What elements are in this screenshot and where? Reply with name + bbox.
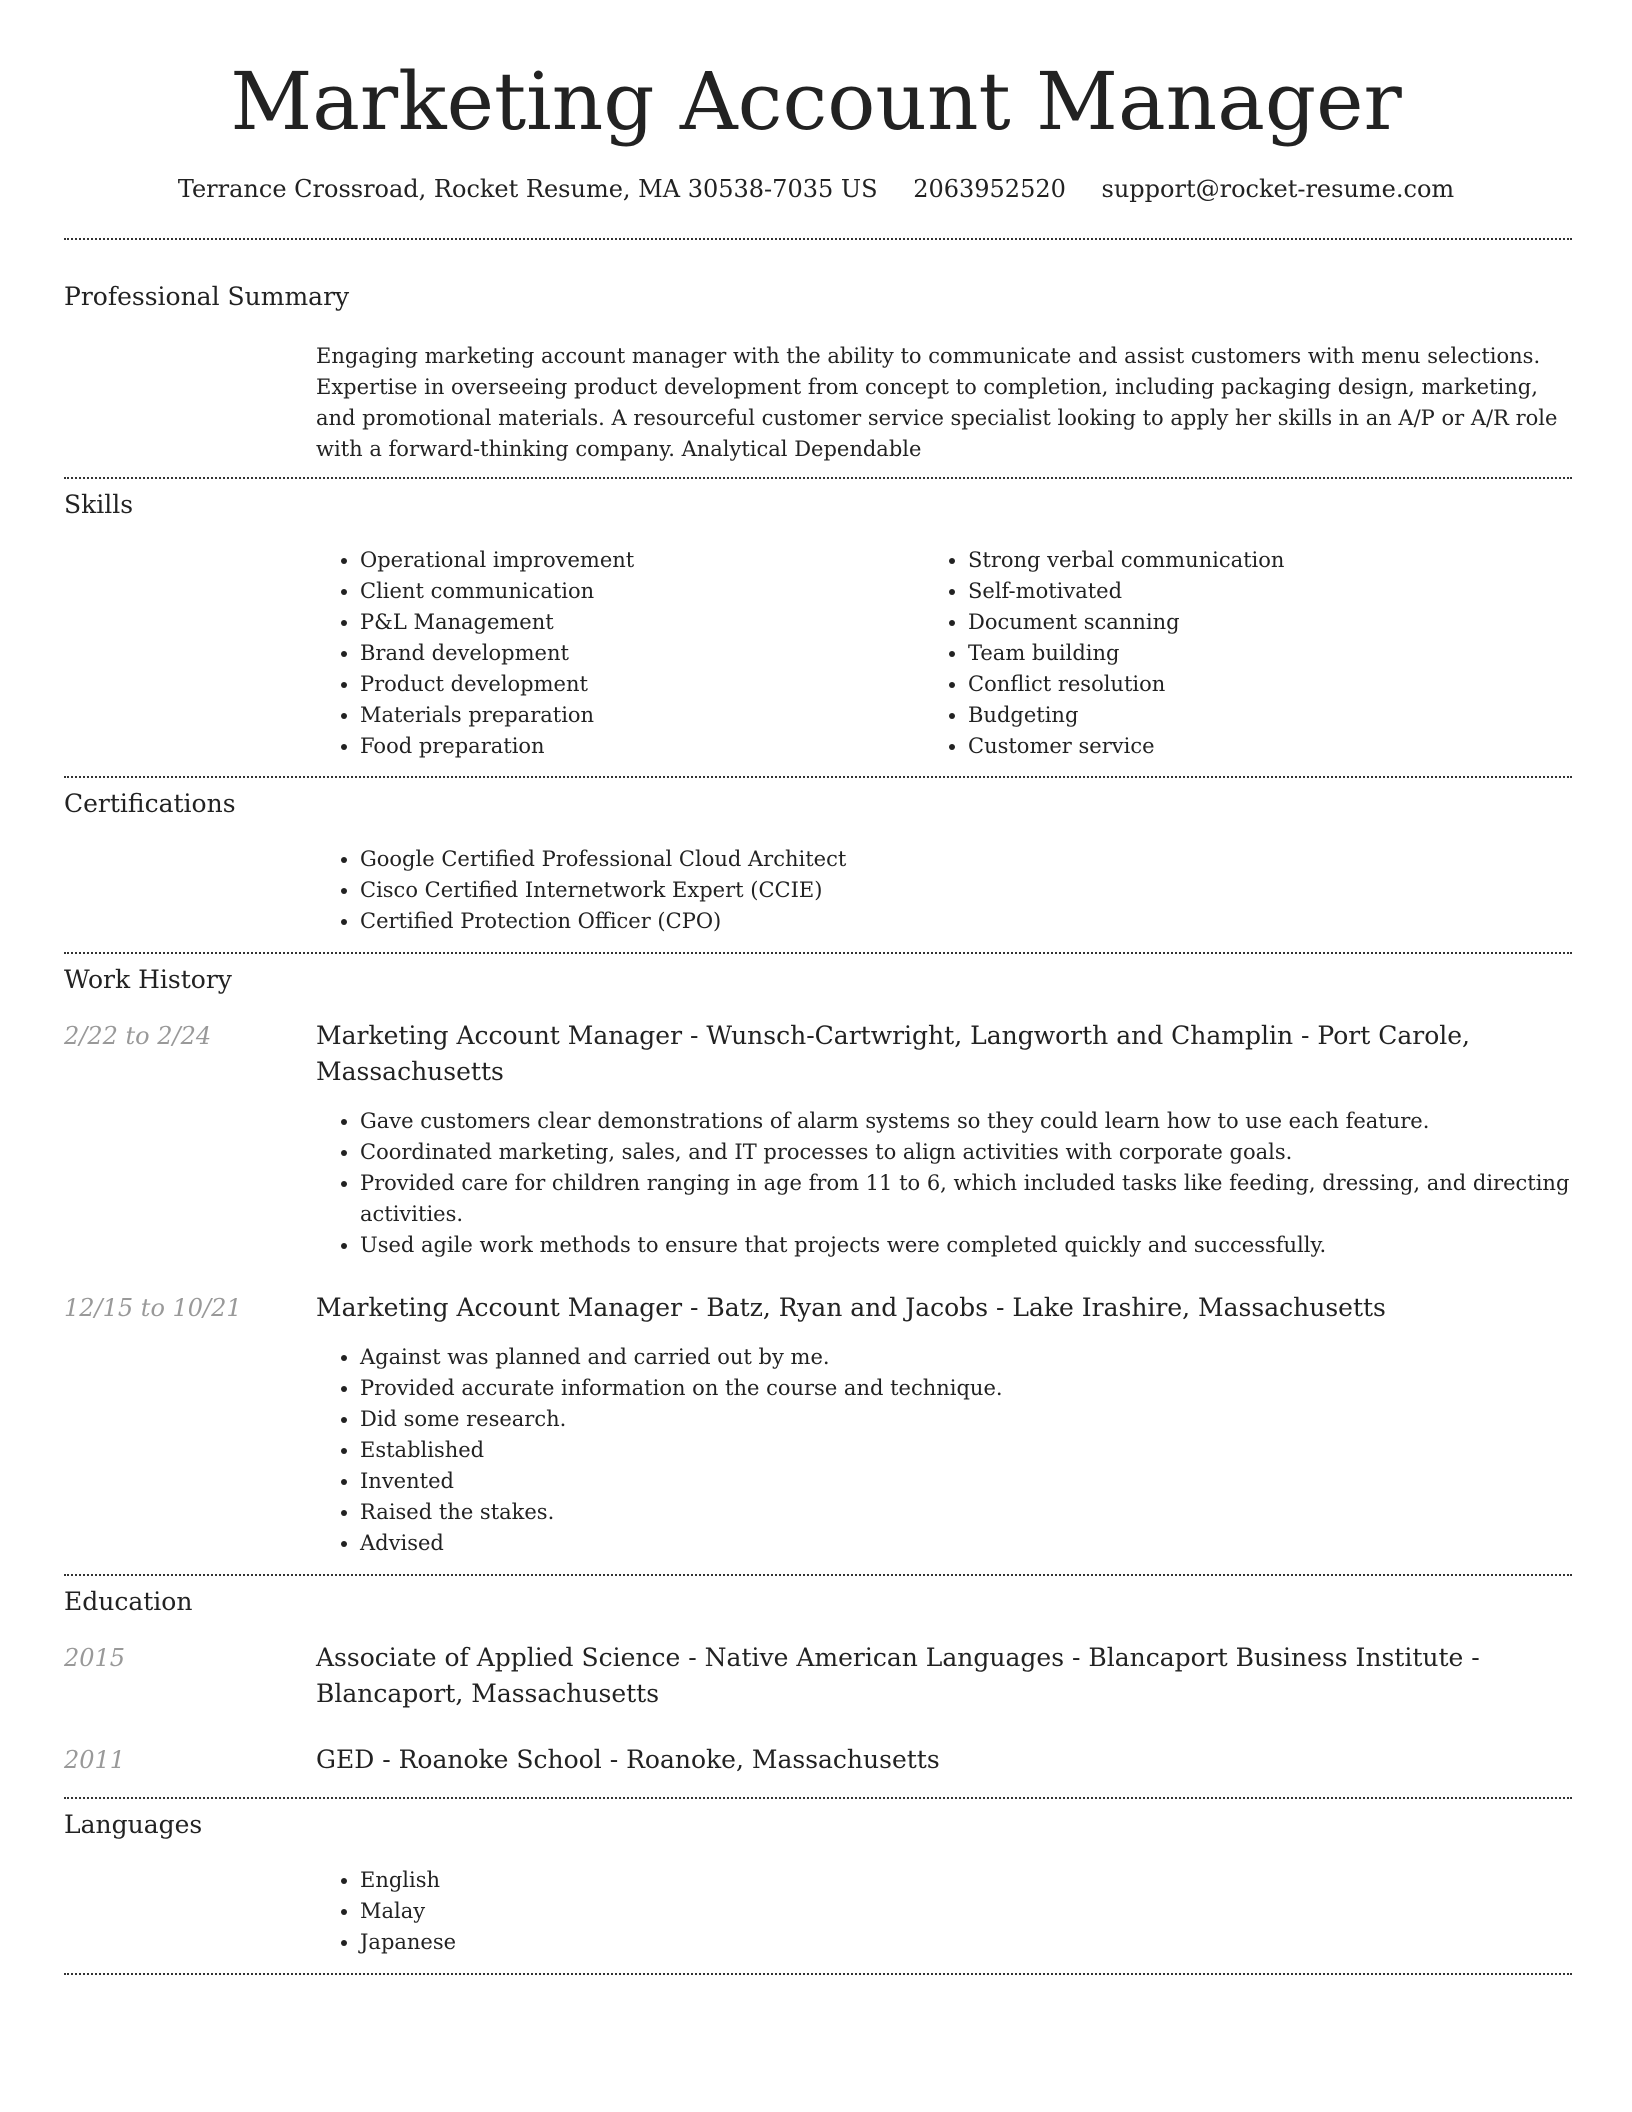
education-school: - Blancaport Business Institute - Blancaport, Massachusetts — [316, 1643, 1480, 1708]
divider — [64, 477, 1572, 479]
job-employer: - Wunsch-Cartwright, Langworth and Champlin - Port Carole, Massachusetts — [316, 1021, 1471, 1086]
section-heading-summary: Professional Summary — [64, 282, 350, 311]
skill-item: • P&L Management — [360, 607, 920, 638]
certification-item: • Certified Protection Officer (CPO) — [360, 906, 1616, 937]
section-heading-skills: Skills — [64, 490, 134, 519]
job-bullet: • Invented — [360, 1466, 1572, 1497]
job-bullets — [316, 1106, 1572, 1261]
education-year: 2015 — [64, 1644, 126, 1672]
job-bullet: • Provided accurate information on the course and technique. — [360, 1373, 1572, 1404]
divider — [64, 1973, 1572, 1975]
skill-item: • Conflict resolution — [968, 669, 1528, 700]
education-entry — [316, 1640, 1572, 1712]
job-employer: - Batz, Ryan and Jacobs - Lake Irashire, Massachusetts — [682, 1293, 1386, 1322]
skills-list-left — [316, 545, 920, 762]
summary-text: Engaging marketing account manager with the ability to communicate and assist customers with menu selections. Expertise in overseeing product development from concept to completion, including packaging design, marketing, and promotional materials. A resourceful customer service specialist looking to apply her skills in an A/P or A/R role with a forward-thinking company. Analytical Dependable — [316, 344, 1558, 461]
contact-line — [0, 172, 1632, 206]
skill-item: • Food preparation — [360, 731, 920, 762]
skill-item: • Budgeting — [968, 700, 1528, 731]
section-heading-work-history: Work History — [64, 965, 232, 994]
contact-email: support@rocket-resume.com — [1101, 175, 1455, 203]
contact-phone: 2063952520 — [913, 175, 1066, 203]
job-dates: 12/15 to 10/21 — [64, 1294, 242, 1322]
skill-item: • Customer service — [968, 731, 1528, 762]
divider — [64, 238, 1572, 240]
contact-address: Terrance Crossroad, Rocket Resume, MA 30538-7035 US — [177, 175, 878, 203]
job-title — [316, 1290, 1572, 1326]
resume-title: Marketing Account Manager — [230, 55, 1402, 148]
divider — [64, 952, 1572, 954]
skill-item: • Materials preparation — [360, 700, 920, 731]
job-bullet: • Coordinated marketing, sales, and IT processes to align activities with corporate goals. — [360, 1137, 1572, 1168]
job-bullet: • Against was planned and carried out by me. — [360, 1342, 1572, 1373]
section-heading-education: Education — [64, 1587, 193, 1616]
job-bullet: • Provided care for children ranging in age from 11 to 6, which included tasks like feeding, dressing, and directing activities. — [360, 1168, 1572, 1230]
education-year: 2011 — [64, 1746, 126, 1774]
skills-list-right — [924, 545, 1528, 762]
skill-item: • Operational improvement — [360, 545, 920, 576]
education-degree: Associate of Applied Science - Native American Languages — [316, 1643, 1065, 1672]
job-bullet: • Did some research. — [360, 1404, 1572, 1435]
language-item: • English — [360, 1865, 1616, 1896]
divider — [64, 1797, 1572, 1799]
language-item: • Japanese — [360, 1927, 1616, 1958]
skill-item: • Document scanning — [968, 607, 1528, 638]
job-bullet: • Used agile work methods to ensure that projects were completed quickly and successfully. — [360, 1230, 1572, 1261]
job-bullet: • Established — [360, 1435, 1572, 1466]
skill-item: • Brand development — [360, 638, 920, 669]
job-position: Marketing Account Manager — [316, 1293, 683, 1322]
certifications-list — [316, 844, 1616, 937]
job-bullet: • Advised — [360, 1528, 1572, 1559]
job-position: Marketing Account Manager — [316, 1021, 683, 1050]
job-bullet: • Raised the stakes. — [360, 1497, 1572, 1528]
skill-item: • Self-motivated — [968, 576, 1528, 607]
section-heading-certifications: Certifications — [64, 789, 236, 818]
job-bullets — [316, 1342, 1572, 1559]
divider — [64, 776, 1572, 778]
education-school: - Roanoke School - Roanoke, Massachusetts — [374, 1745, 940, 1774]
skill-item: • Team building — [968, 638, 1528, 669]
job-bullet: • Gave customers clear demonstrations of alarm systems so they could learn how to use each feature. — [360, 1106, 1572, 1137]
education-degree: GED — [316, 1745, 375, 1774]
skill-item: • Product development — [360, 669, 920, 700]
certification-item: • Google Certified Professional Cloud Architect — [360, 844, 1616, 875]
skill-item: • Client communication — [360, 576, 920, 607]
education-entry — [316, 1742, 1572, 1778]
section-heading-languages: Languages — [64, 1810, 203, 1839]
divider — [64, 1574, 1572, 1576]
job-dates: 2/22 to 2/24 — [64, 1022, 212, 1050]
certification-item: • Cisco Certified Internetwork Expert (CCIE) — [360, 875, 1616, 906]
languages-list — [316, 1865, 1616, 1958]
skill-item: • Strong verbal communication — [968, 545, 1528, 576]
language-item: • Malay — [360, 1896, 1616, 1927]
job-title — [316, 1018, 1572, 1090]
